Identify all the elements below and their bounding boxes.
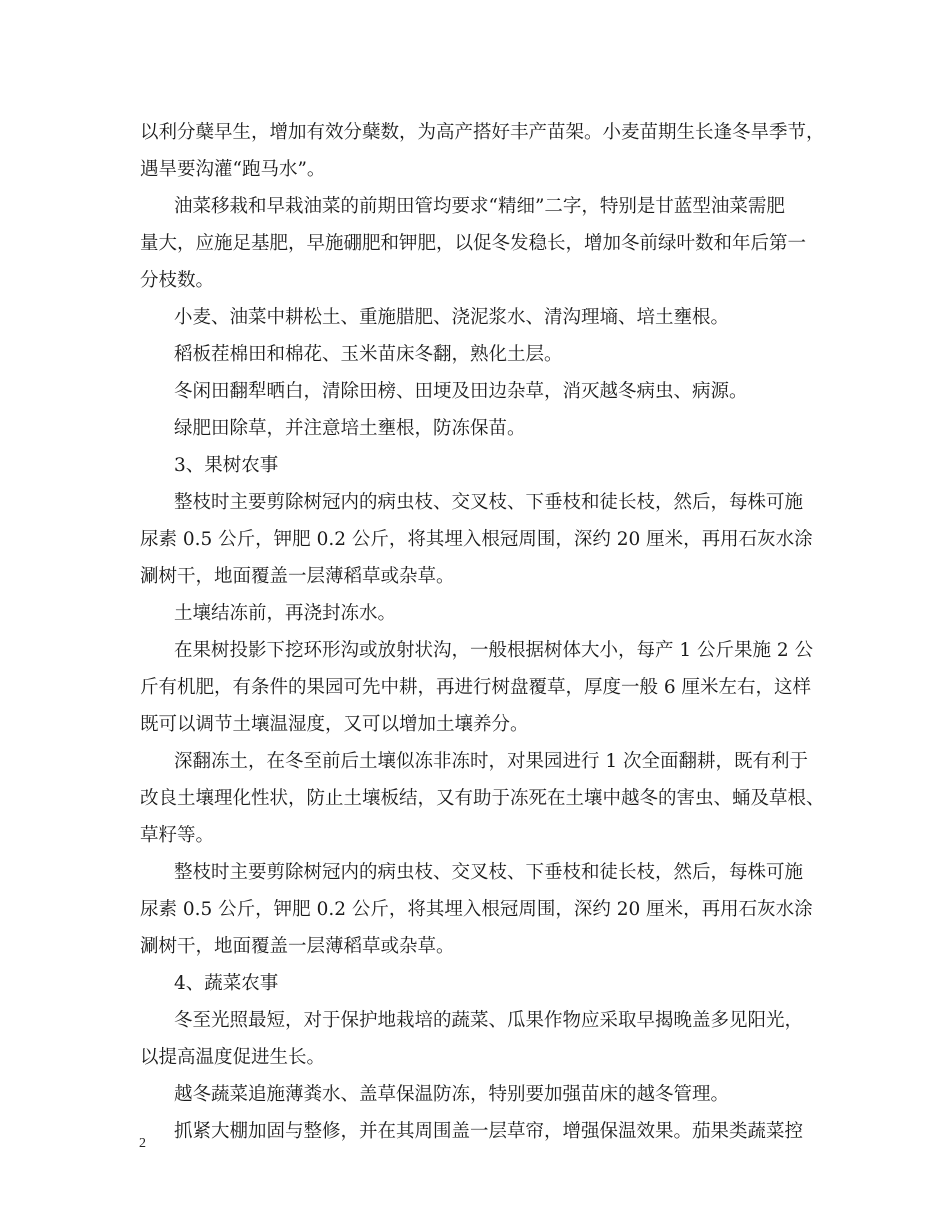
text-line: 整枝时主要剪除树冠内的病虫枝、交叉枝、下垂枝和徒长枝，然后，每株可施 [174,862,804,883]
text-line: 整枝时主要剪除树冠内的病虫枝、交叉枝、下垂枝和徒长枝，然后，每株可施 [174,492,804,513]
text-line: 既可以调节土壤温湿度，又可以增加土壤养分。 [140,714,529,735]
text-line: 冬闲田翻犁晒白，清除田榜、田埂及田边杂草，消灭越冬病虫、病源。 [174,381,748,402]
text-line: 深翻冻土，在冬至前后土壤似冻非冻时，对果园进行 1 次全面翻耕，既有利于 [174,751,809,772]
text-line: 在果树投影下挖环形沟或放射状沟，一般根据树体大小，每产 1 公斤果施 2 公 [174,640,814,661]
text-line: 量大，应施足基肥，早施硼肥和钾肥，以促冬发稳长，增加冬前绿叶数和年后第一 [140,233,807,254]
text-line: 尿素 0.5 公斤，钾肥 0.2 公斤，将其埋入根冠周围，深约 20 厘米，再用石灰水涂 [140,899,813,920]
text-line: 涮树干，地面覆盖一层薄稻草或杂草。 [140,936,455,957]
body-text [140,114,830,1150]
text-line: 稻板茬棉田和棉花、玉米苗床冬翻，熟化土层。 [174,344,563,365]
text-line: 尿素 0.5 公斤，钾肥 0.2 公斤，将其埋入根冠周围，深约 20 厘米，再用石灰水涂 [140,529,813,550]
page-number: 2 [139,1136,146,1151]
text-line: 遇旱要沟灌“跑马水”。 [140,159,326,180]
text-line: 斤有机肥，有条件的果园可先中耕，再进行树盘覆草，厚度一般 6 厘米左右，这样 [140,677,812,698]
text-line: 抓紧大棚加固与整修，并在其周围盖一层草帘，增强保温效果。茄果类蔬菜控 [174,1121,804,1142]
text-line: 3、果树农事 [174,455,279,476]
text-line: 草籽等。 [140,825,215,846]
text-line: 小麦、油菜中耕松土、重施腊肥、浇泥浆水、清沟理墒、培土壅根。 [174,307,730,328]
text-line: 油菜移栽和早栽油菜的前期田管均要求“精细”二字，特别是甘蓝型油菜需肥 [174,196,785,217]
text-line: 涮树干，地面覆盖一层薄稻草或杂草。 [140,566,455,587]
text-line: 以提高温度促进生长。 [140,1047,326,1068]
text-line: 越冬蔬菜追施薄粪水、盖草保温防冻，特别要加强苗床的越冬管理。 [174,1084,730,1105]
text-line: 4、蔬菜农事 [174,973,279,994]
text-line: 分枝数。 [140,270,215,291]
text-line: 冬至光照最短，对于保护地栽培的蔬菜、瓜果作物应采取早揭晚盖多见阳光， [174,1010,804,1031]
text-line: 土壤结冻前，再浇封冻水。 [174,603,397,624]
text-line: 以利分蘖早生，增加有效分蘖数，为高产搭好丰产苗架。小麦苗期生长逢冬旱季节， [140,122,825,143]
text-line: 绿肥田除草，并注意培土壅根，防冻保苗。 [174,418,526,439]
text-line: 改良土壤理化性状，防止土壤板结，又有助于冻死在土壤中越冬的害虫、蛹及草根、 [140,788,825,809]
